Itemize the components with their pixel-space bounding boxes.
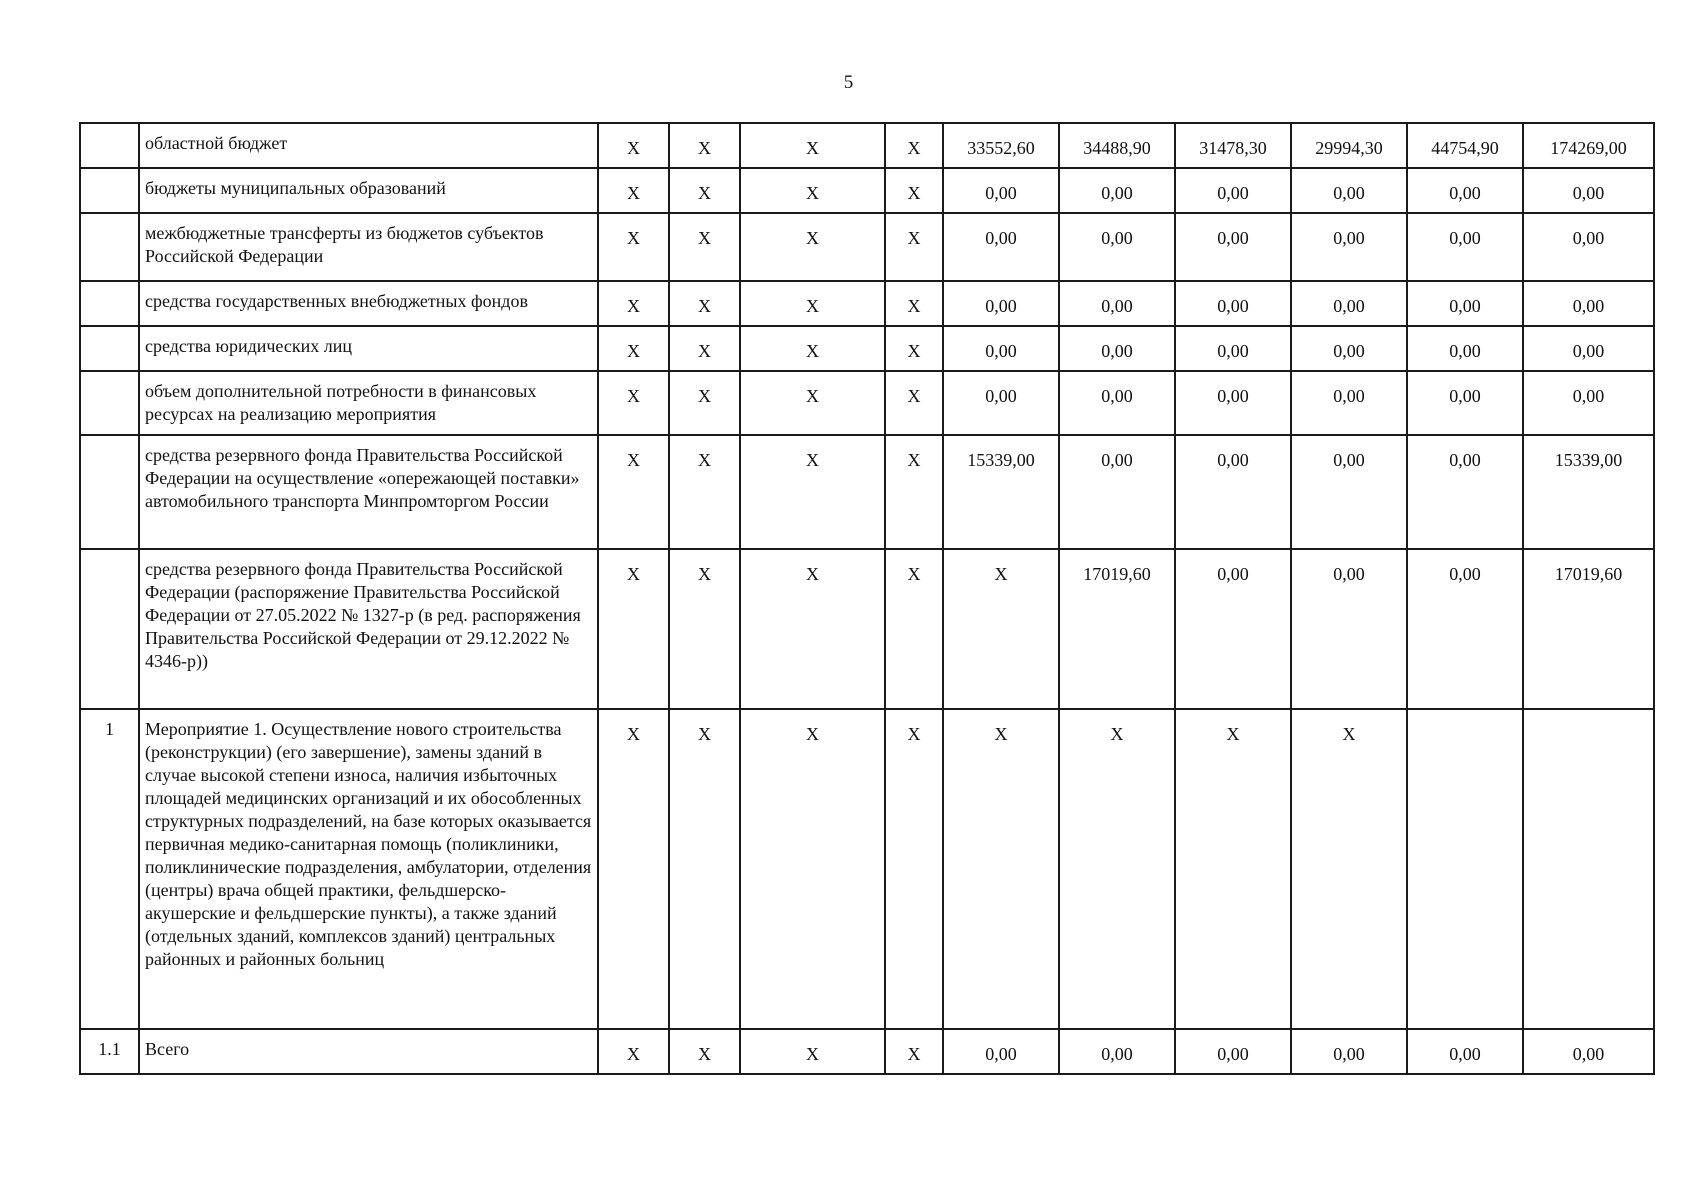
row-number [80,168,139,213]
table-cell: 0,00 [1523,1029,1654,1074]
table-row [80,371,1654,435]
row-number [80,549,139,709]
row-name: Мероприятие 1. Осуществление нового строительства (реконструкции) (его завершение), замены зданий в случае высокой степени износа, наличия избыточных площадей медицинских организаций и их обособленных структурных подразделений, на базе которых оказывается первичная медико-санитарная помощь (поликлиники, поликлинические подразделения, амбулатории, отделения (центры) врача общей практики, фельдшерско-акушерские и фельдшерские пункты), а также зданий (отдельных зданий, комплексов зданий) центральных районных и районных больниц [139,709,598,1029]
table-cell: X [885,435,943,549]
page-number: 5 [843,72,854,93]
table-cell: 0,00 [1291,549,1407,709]
table-body [80,123,1654,1074]
table-row [80,168,1654,213]
table-cell: X [740,709,885,1029]
table-cell: 17019,60 [1523,549,1654,709]
table-cell: X [598,168,669,213]
table-row [80,435,1654,549]
table-cell: 0,00 [1407,281,1523,326]
table-cell: 0,00 [1407,1029,1523,1074]
table-cell [1523,709,1654,1029]
table-cell: 15339,00 [1523,435,1654,549]
table-cell: 31478,30 [1175,123,1291,168]
table-row [80,281,1654,326]
table-cell: 15339,00 [943,435,1059,549]
table-cell: X [740,213,885,281]
table-cell: 0,00 [1175,168,1291,213]
table-cell: X [885,213,943,281]
table-cell: X [943,709,1059,1029]
table-cell: 0,00 [1523,326,1654,371]
table-cell: 0,00 [1291,281,1407,326]
table-cell: 174269,00 [1523,123,1654,168]
table-cell: 0,00 [1175,435,1291,549]
table-cell: X [740,281,885,326]
table-cell: 0,00 [943,168,1059,213]
table-cell: X [740,123,885,168]
table-cell: 0,00 [943,326,1059,371]
table-cell: X [885,371,943,435]
table-cell: X [669,549,740,709]
table-cell: 0,00 [1059,371,1175,435]
table-cell: 0,00 [1407,326,1523,371]
table-cell: X [885,281,943,326]
row-name: объем дополнительной потребности в финансовых ресурсах на реализацию мероприятия [139,371,598,435]
row-name: средства резервного фонда Правительства Российской Федерации на осуществление «опережающей поставки» автомобильного транспорта Минпромторгом России [139,435,598,549]
table-cell: X [598,123,669,168]
table-cell: 0,00 [943,1029,1059,1074]
table-cell: X [740,549,885,709]
table-cell: 0,00 [1407,435,1523,549]
table-cell: X [598,435,669,549]
table-row [80,549,1654,709]
table-cell: X [885,168,943,213]
table-cell: 0,00 [1175,213,1291,281]
table-cell: 0,00 [1291,1029,1407,1074]
table-cell: 0,00 [1523,168,1654,213]
table-cell: 0,00 [1291,213,1407,281]
table-cell: X [885,1029,943,1074]
table-cell: 0,00 [1059,1029,1175,1074]
row-number [80,123,139,168]
table-cell: 0,00 [1175,326,1291,371]
row-name: областной бюджет [139,123,598,168]
table-cell: X [598,371,669,435]
row-name: Всего [139,1029,598,1074]
table-cell: X [669,123,740,168]
funding-table [79,122,1655,1075]
row-name: бюджеты муниципальных образований [139,168,598,213]
table-cell: 0,00 [1291,168,1407,213]
table-cell: X [669,1029,740,1074]
table-cell: X [740,371,885,435]
table-cell: X [1291,709,1407,1029]
table-cell: 0,00 [1059,326,1175,371]
table-cell: 0,00 [1059,213,1175,281]
row-name: межбюджетные трансферты из бюджетов субъектов Российской Федерации [139,213,598,281]
row-name: средства резервного фонда Правительства Российской Федерации (распоряжение Правительства Российской Федерации от 27.05.2022 № 1327-р (в ред. распоряжения Правительства Российской Федерации от 29.12.2022 № 4346-р)) [139,549,598,709]
table-cell: X [598,281,669,326]
table-cell: 0,00 [1523,281,1654,326]
row-number [80,371,139,435]
table-cell: X [1175,709,1291,1029]
table-cell: 0,00 [1291,435,1407,549]
table-cell: X [740,435,885,549]
table-cell: 0,00 [1523,213,1654,281]
table-cell: X [669,213,740,281]
table-cell: 17019,60 [1059,549,1175,709]
table-cell: 0,00 [943,281,1059,326]
row-number [80,435,139,549]
table-cell: X [598,326,669,371]
table-cell: 0,00 [1291,371,1407,435]
row-number [80,326,139,371]
table-cell: 0,00 [1523,371,1654,435]
table-cell: X [885,709,943,1029]
table-cell: X [598,709,669,1029]
table-cell [1407,709,1523,1029]
table-cell: 0,00 [1059,435,1175,549]
row-number: 1.1 [80,1029,139,1074]
table-cell: 29994,30 [1291,123,1407,168]
table-cell: 0,00 [1407,213,1523,281]
table-cell: 0,00 [1175,1029,1291,1074]
table-row [80,1029,1654,1074]
table-cell: X [669,281,740,326]
table-cell: X [669,435,740,549]
table-cell: X [669,326,740,371]
table-cell: X [598,1029,669,1074]
table-cell: X [943,549,1059,709]
table-cell: 44754,90 [1407,123,1523,168]
table-cell: X [1059,709,1175,1029]
table-cell: X [669,371,740,435]
row-number [80,281,139,326]
row-name: средства государственных внебюджетных фондов [139,281,598,326]
table-cell: 0,00 [1175,549,1291,709]
table-cell: 34488,90 [1059,123,1175,168]
table-cell: X [885,549,943,709]
table-row [80,213,1654,281]
table-cell: X [669,168,740,213]
row-name: средства юридических лиц [139,326,598,371]
table-cell: 0,00 [1059,281,1175,326]
table-cell: X [740,326,885,371]
table-cell: 0,00 [1407,168,1523,213]
table-row [80,326,1654,371]
table-cell: X [740,1029,885,1074]
table-cell: 0,00 [943,213,1059,281]
row-number: 1 [80,709,139,1029]
table-row [80,123,1654,168]
table-cell: 0,00 [1059,168,1175,213]
table-cell: 0,00 [1175,281,1291,326]
table-cell: 0,00 [1407,371,1523,435]
table-cell: X [885,123,943,168]
table-cell: 0,00 [943,371,1059,435]
table-cell: X [598,549,669,709]
table-cell: 0,00 [1175,371,1291,435]
table-cell: 33552,60 [943,123,1059,168]
table-cell: X [740,168,885,213]
table-row [80,709,1654,1029]
table-cell: X [669,709,740,1029]
table-cell: 0,00 [1407,549,1523,709]
table-cell: X [598,213,669,281]
row-number [80,213,139,281]
table-cell: 0,00 [1291,326,1407,371]
table-cell: X [885,326,943,371]
